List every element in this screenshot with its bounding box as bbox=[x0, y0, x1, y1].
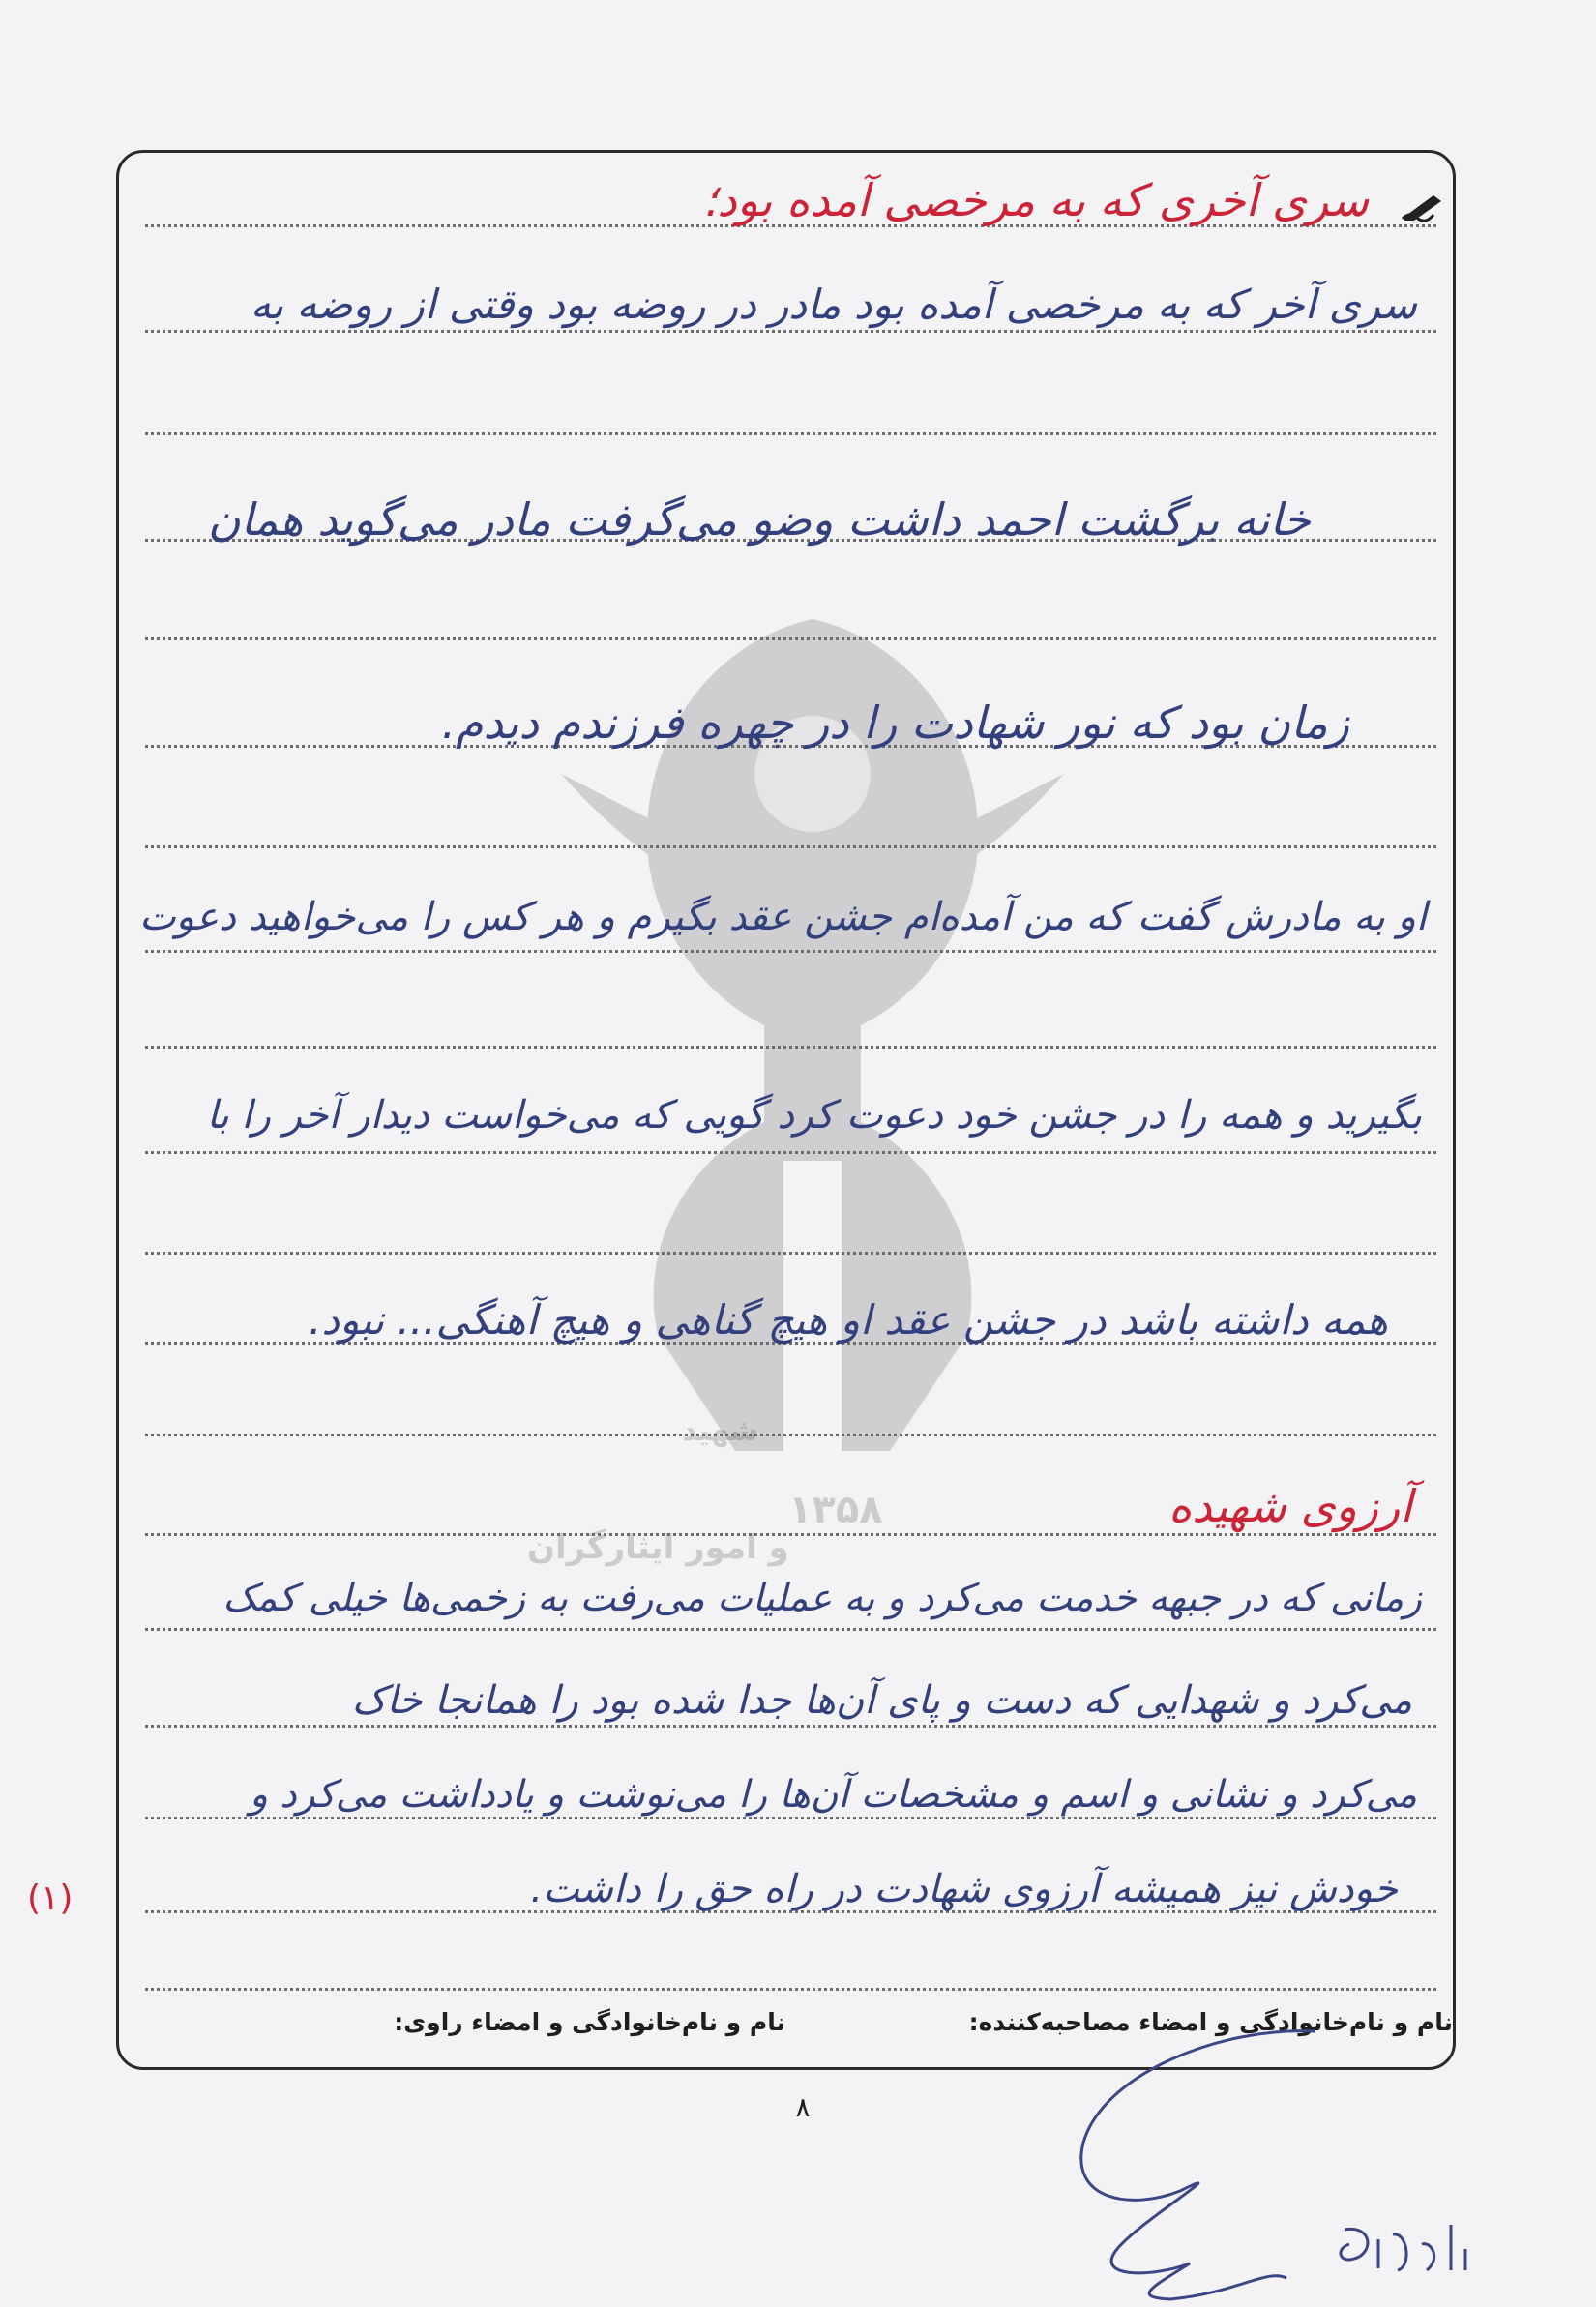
handwritten-line: می‌کرد و نشانی و اسم و مشخصات آن‌ها را می‌نوشت و یادداشت می‌کرد و bbox=[250, 1773, 1417, 1817]
handwritten-line: زمان بود که نور شهادت را در چهره فرزندم دیدم. bbox=[441, 696, 1349, 749]
margin-note: (۱) bbox=[27, 1878, 74, 1918]
interviewer-signature-label: نام و نام‌خانوادگی و امضاء مصاحبه‌کننده: bbox=[968, 2008, 1453, 2036]
handwritten-line: بگیرید و همه را در جشن خود دعوت کرد گویی که می‌خواست دیدار آخر را با bbox=[206, 1093, 1422, 1138]
writing-line bbox=[145, 432, 1436, 435]
page-number: ۸ bbox=[795, 2091, 811, 2123]
writing-line bbox=[145, 1725, 1436, 1728]
signature bbox=[1025, 2017, 1480, 2307]
handwritten-line: او به مادرش گفت که من آمده‌ام جشن عقد بگیرم و هر کس را می‌خواهید دعوت bbox=[138, 895, 1427, 939]
writing-line bbox=[145, 1533, 1436, 1536]
handwritten-line: می‌کرد و شهدایی که دست و پای آن‌ها جدا شده بود را همانجا خاک bbox=[351, 1678, 1412, 1723]
section-3-heading: آرزوی شهیده bbox=[1168, 1480, 1412, 1532]
writing-line bbox=[145, 1988, 1436, 1991]
section-1-heading: سری آخری که به مرخصی آمده بود؛ bbox=[702, 174, 1369, 226]
handwritten-line: زمانی که در جبهه خدمت می‌کرد و به عملیات می‌رفت به زخمی‌ها خیلی کمک bbox=[222, 1577, 1422, 1620]
watermark-org: و امور ایثارگران bbox=[527, 1528, 789, 1567]
handwritten-line: سری آخر که به مرخصی آمده بود مادر در روضه بود وقتی از روضه به bbox=[250, 281, 1417, 328]
narrator-signature-label: نام و نام‌خانوادگی و امضاء راوی: bbox=[394, 2008, 785, 2036]
watermark-word: شهید bbox=[682, 1414, 758, 1448]
handwritten-line: خودش نیز همیشه آرزوی شهادت در راه حق را داشت. bbox=[530, 1867, 1398, 1911]
pen-icon bbox=[1401, 190, 1445, 222]
writing-line bbox=[145, 330, 1436, 333]
writing-line bbox=[145, 1252, 1436, 1255]
handwritten-line: همه داشته باشد در جشن عقد او هیچ گناهی و هیچ آهنگی... نبود. bbox=[309, 1296, 1388, 1344]
writing-line bbox=[145, 1151, 1436, 1154]
writing-line bbox=[145, 637, 1436, 640]
handwritten-line: خانه برگشت احمد داشت وضو می‌گرفت مادر می‌گوید همان bbox=[207, 493, 1311, 546]
writing-line bbox=[145, 1434, 1436, 1436]
writing-line bbox=[145, 1046, 1436, 1049]
writing-line bbox=[145, 1817, 1436, 1819]
writing-line bbox=[145, 950, 1436, 953]
writing-line bbox=[145, 1628, 1436, 1631]
writing-line bbox=[145, 845, 1436, 848]
watermark-year: ۱۳۵۸ bbox=[788, 1488, 883, 1532]
